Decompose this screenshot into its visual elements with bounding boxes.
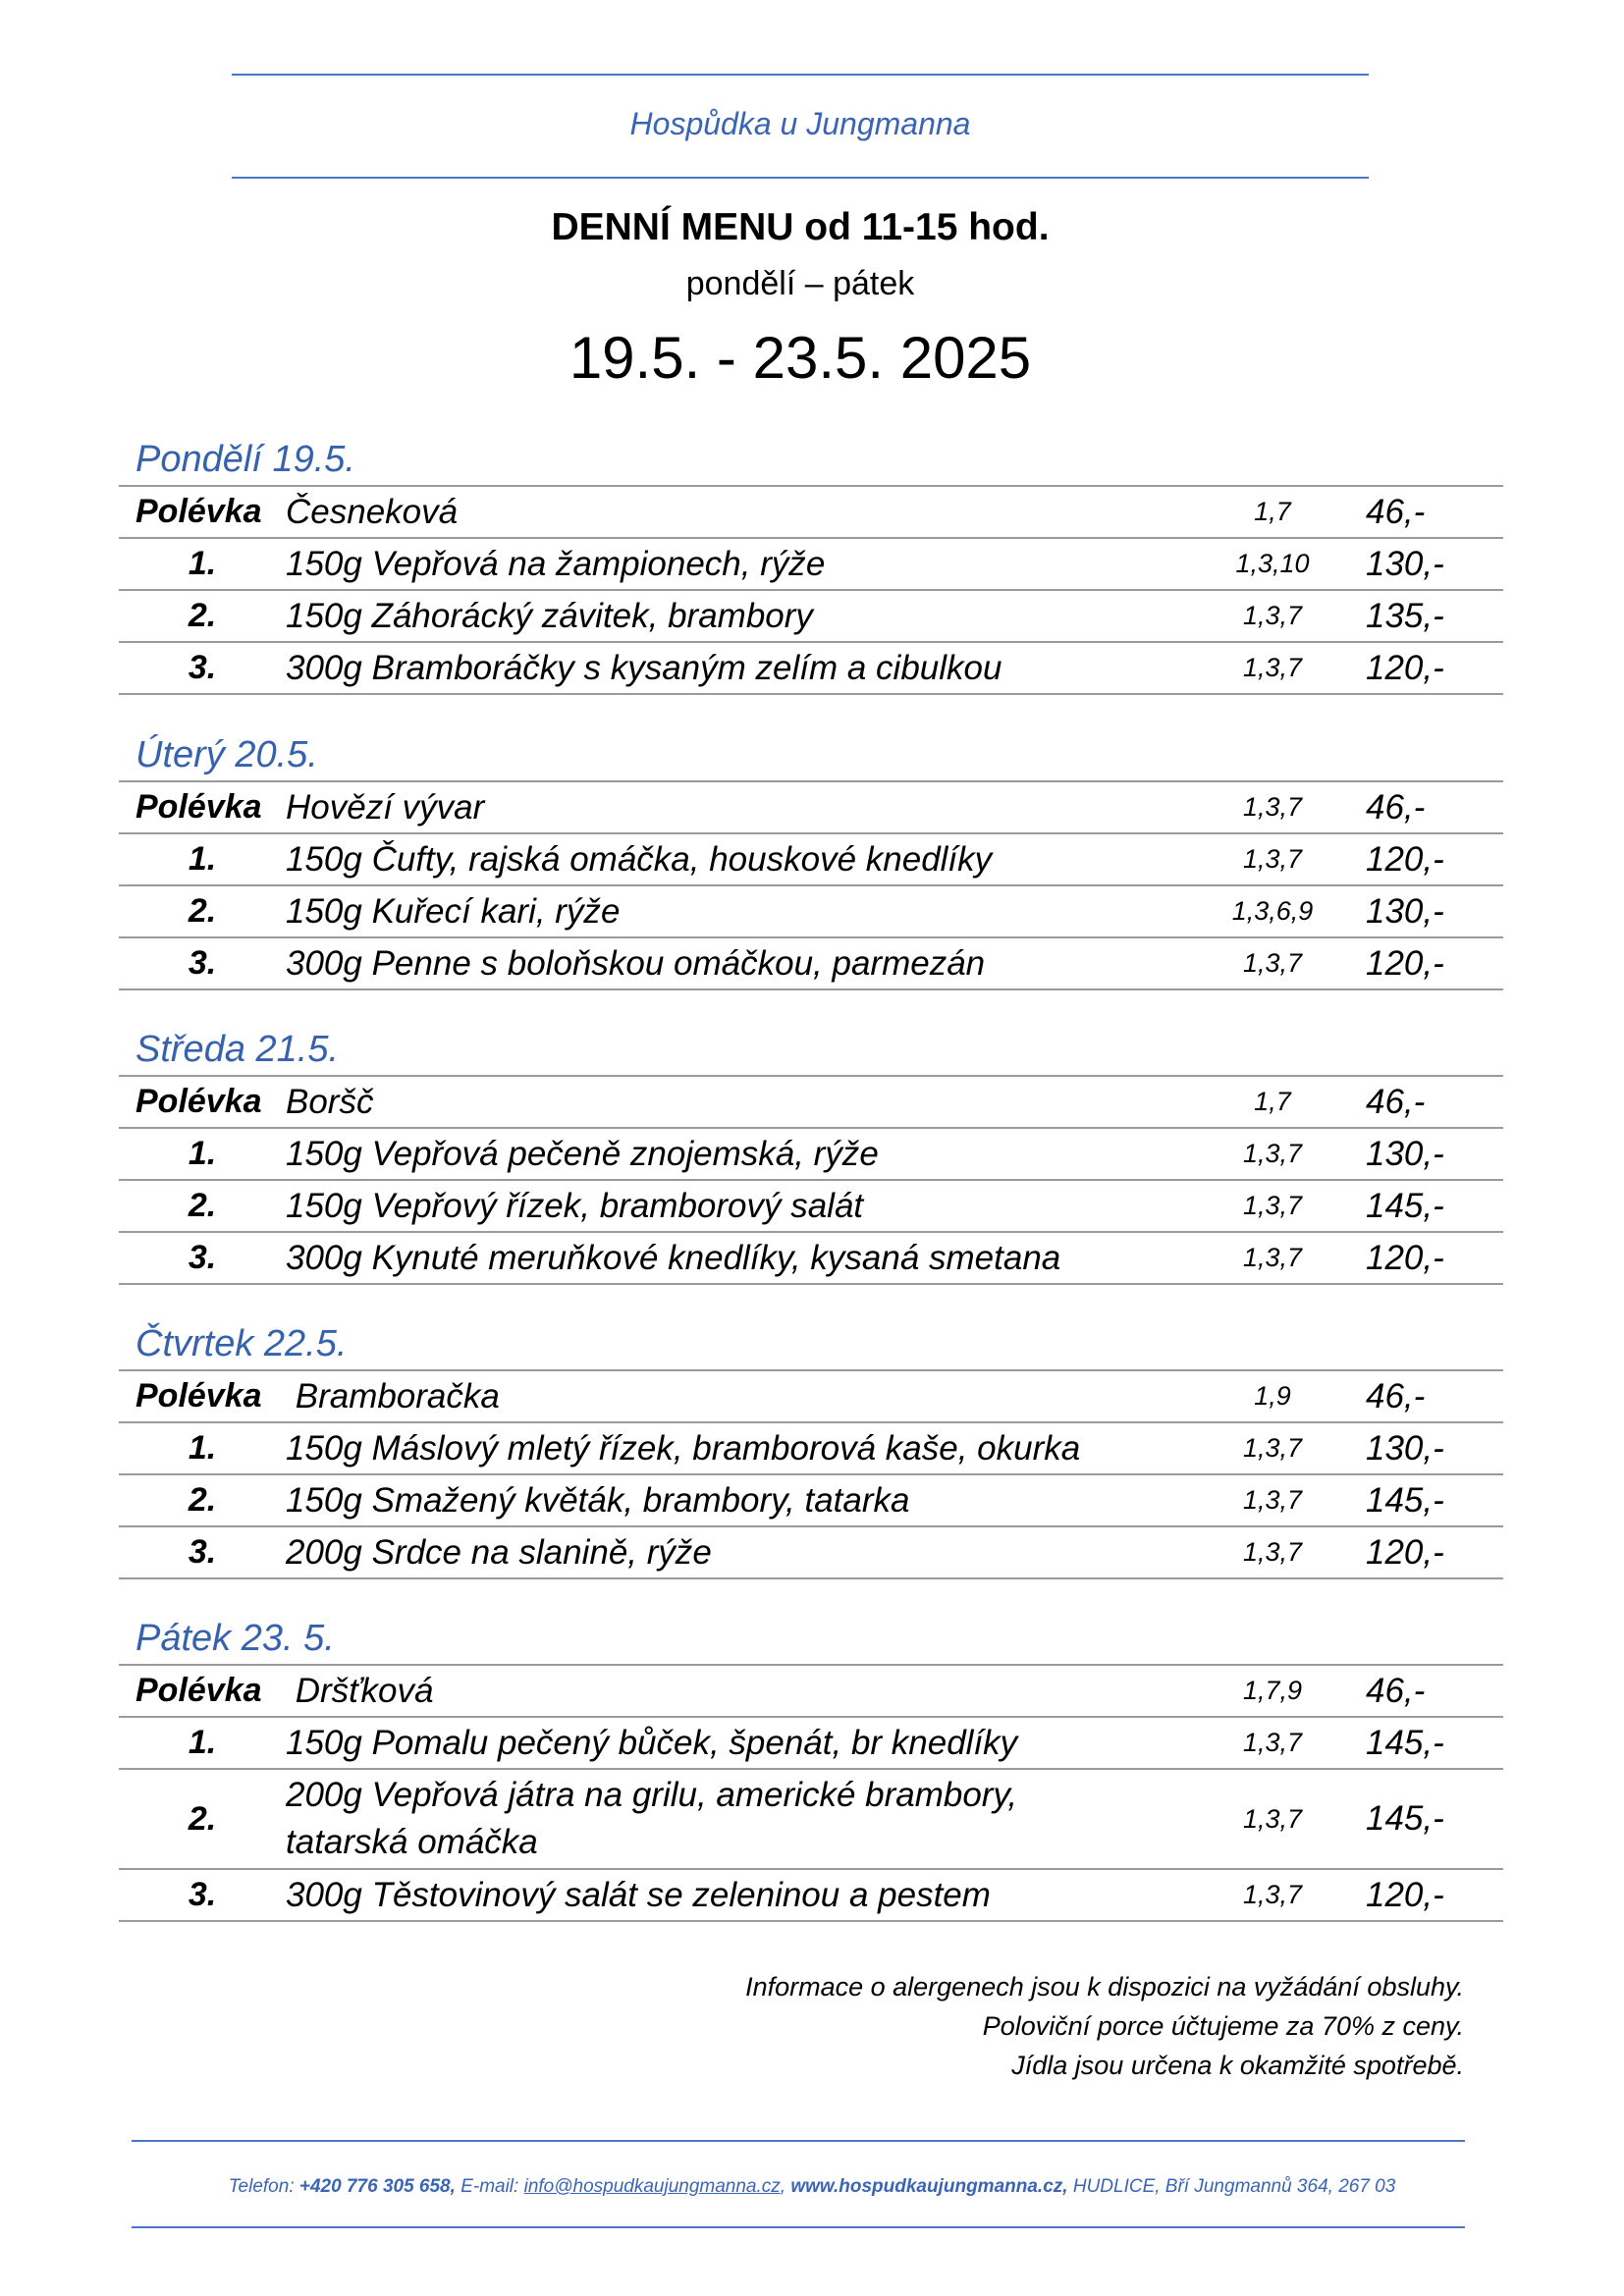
menu-row-soup [119,486,1503,538]
menu-row [119,642,1503,694]
allergens: 1,3,7 [1179,781,1366,833]
menu-row [119,1526,1503,1578]
allergens: 1,3,7 [1179,1769,1366,1869]
row-label: 1. [119,833,286,885]
dish-name: 150g Čufty, rajská omáčka, houskové knedlíky [286,833,1179,885]
day-section-tuesday [119,729,1503,990]
header-bottom-rule [232,177,1369,179]
row-label: Polévka [119,486,286,538]
allergens: 1,3,7 [1179,1232,1366,1284]
website-link[interactable]: www.hospudkaujungmanna.cz, [790,2176,1068,2197]
menu-row [119,1474,1503,1526]
menu-row-soup [119,1370,1503,1422]
price: 130,- [1366,538,1503,590]
dish-name: Bramboračka [286,1370,1179,1422]
dish-name: 150g Vepřový řízek, bramborový salát [286,1180,1179,1232]
dish-name: Hovězí vývar [286,781,1179,833]
day-title: Čtvrtek 22.5. [135,1323,348,1364]
allergens: 1,3,7 [1179,1180,1366,1232]
row-label: 1. [119,1128,286,1180]
allergens: 1,3,7 [1179,1474,1366,1526]
day-section-thursday [119,1318,1503,1579]
day-menu-table [119,485,1503,695]
phone-label: Telefon: [228,2176,295,2197]
day-section-wednesday [119,1024,1503,1285]
email-link[interactable]: info@hospudkaujungmanna.cz [523,2176,781,2197]
allergens: 1,3,10 [1179,538,1366,590]
day-menu-table [119,1664,1503,1922]
day-title: Pátek 23. 5. [135,1618,335,1659]
email-label: E-mail: [460,2176,519,2197]
menu-row [119,1180,1503,1232]
allergens: 1,3,7 [1179,937,1366,989]
menu-row [119,1232,1503,1284]
row-label: Polévka [119,1665,286,1717]
day-section-monday [119,434,1503,695]
price: 135,- [1366,590,1503,642]
day-menu-table [119,1075,1503,1285]
footer-top-rule [132,2140,1465,2142]
dish-name: Boršč [286,1076,1179,1128]
dish-name: 150g Kuřecí kari, rýže [286,885,1179,937]
menu-row [119,885,1503,937]
dish-name: 300g Penne s boloňskou omáčkou, parmezán [286,937,1179,989]
dish-name: 200g Srdce na slanině, rýže [286,1526,1179,1578]
price: 130,- [1366,1422,1503,1474]
allergens: 1,3,7 [1179,1717,1366,1769]
address: HUDLICE, Bří Jungmannů 364, 267 03 [1072,2176,1396,2197]
day-title: Středa 21.5. [135,1029,340,1070]
price: 120,- [1366,1232,1503,1284]
menu-title: DENNÍ MENU od 11-15 hod. [551,206,1050,248]
note-consumption: Jídla jsou určena k okamžité spotřebě. [1011,2051,1464,2080]
price: 120,- [1366,833,1503,885]
row-label: Polévka [119,781,286,833]
menu-row [119,833,1503,885]
row-label: 2. [119,1474,286,1526]
footer-bottom-rule [132,2226,1465,2228]
price: 145,- [1366,1180,1503,1232]
price: 46,- [1366,1665,1503,1717]
allergens: 1,3,7 [1179,1526,1366,1578]
price: 120,- [1366,1869,1503,1921]
price: 120,- [1366,642,1503,694]
allergens: 1,3,7 [1179,833,1366,885]
menu-dates: 19.5. - 23.5. 2025 [568,325,1032,391]
menu-row [119,590,1503,642]
dish-name: 200g Vepřová játra na grilu, americké brambory, tatarská omáčka [286,1769,1179,1869]
row-label: 3. [119,1869,286,1921]
dish-name: 150g Záhorácký závitek, brambory [286,590,1179,642]
day-title: Pondělí 19.5. [135,439,355,480]
menu-row [119,1717,1503,1769]
row-label: 2. [119,1180,286,1232]
note-half-portion: Poloviční porce účtujeme za 70% z ceny. [982,2011,1464,2041]
allergens: 1,7,9 [1179,1665,1366,1717]
header-top-rule [232,74,1369,76]
note-allergens: Informace o alergenech jsou k dispozici na vyžádání obsluhy. [745,1972,1464,2002]
row-label: 1. [119,1422,286,1474]
row-label: Polévka [119,1370,286,1422]
menu-notes [745,1967,1464,2085]
price: 145,- [1366,1717,1503,1769]
day-title: Úterý 20.5. [135,734,318,775]
day-menu-table [119,780,1503,990]
menu-row-soup [119,1076,1503,1128]
dish-name: Česneková [286,486,1179,538]
phone-number: +420 776 305 658, [298,2176,456,2197]
dish-name: 150g Máslový mletý řízek, bramborová kaše, okurka [286,1422,1179,1474]
menu-row [119,1128,1503,1180]
allergens: 1,3,7 [1179,1869,1366,1921]
dish-name: 300g Bramboráčky s kysaným zelím a cibulkou [286,642,1179,694]
menu-subtitle: pondělí – pátek [685,265,915,302]
row-label: 3. [119,1232,286,1284]
allergens: 1,7 [1179,1076,1366,1128]
menu-row-soup [119,781,1503,833]
restaurant-name: Hospůdka u Jungmanna [629,106,971,141]
dish-name: 300g Těstovinový salát se zeleninou a pestem [286,1869,1179,1921]
allergens: 1,3,7 [1179,1422,1366,1474]
menu-row [119,538,1503,590]
row-label: 3. [119,642,286,694]
price: 145,- [1366,1769,1503,1869]
menu-row [119,1869,1503,1921]
row-label: 2. [119,590,286,642]
day-section-friday [119,1613,1503,1922]
dish-name: 150g Vepřová na žampionech, rýže [286,538,1179,590]
row-label: 1. [119,1717,286,1769]
dish-name: 300g Kynuté meruňkové knedlíky, kysaná smetana [286,1232,1179,1284]
allergens: 1,3,7 [1179,642,1366,694]
allergens: 1,9 [1179,1370,1366,1422]
price: 145,- [1366,1474,1503,1526]
row-label: 2. [119,1769,286,1869]
row-label: 3. [119,1526,286,1578]
menu-row-soup [119,1665,1503,1717]
day-menu-table [119,1369,1503,1579]
allergens: 1,3,6,9 [1179,885,1366,937]
row-label: 2. [119,885,286,937]
menu-row [119,1769,1503,1869]
price: 130,- [1366,885,1503,937]
dish-name: 150g Pomalu pečený bůček, špenát, br knedlíky [286,1717,1179,1769]
row-label: Polévka [119,1076,286,1128]
allergens: 1,7 [1179,486,1366,538]
price: 120,- [1366,937,1503,989]
price: 46,- [1366,1076,1503,1128]
footer-contact: Telefon: +420 776 305 658, E-mail: info@hospudkaujungmanna.cz, www.hospudkaujungmanna.cz, HUDLICE, Bří Jungmannů 364, 267 03 [228,2176,1396,2197]
price: 120,- [1366,1526,1503,1578]
row-label: 1. [119,538,286,590]
allergens: 1,3,7 [1179,1128,1366,1180]
price: 130,- [1366,1128,1503,1180]
menu-row [119,1422,1503,1474]
dish-name: 150g Smažený květák, brambory, tatarka [286,1474,1179,1526]
menu-row [119,937,1503,989]
dish-name: 150g Vepřová pečeně znojemská, rýže [286,1128,1179,1180]
row-label: 3. [119,937,286,989]
price: 46,- [1366,1370,1503,1422]
price: 46,- [1366,781,1503,833]
price: 46,- [1366,486,1503,538]
allergens: 1,3,7 [1179,590,1366,642]
dish-name: Dršťková [286,1665,1179,1717]
